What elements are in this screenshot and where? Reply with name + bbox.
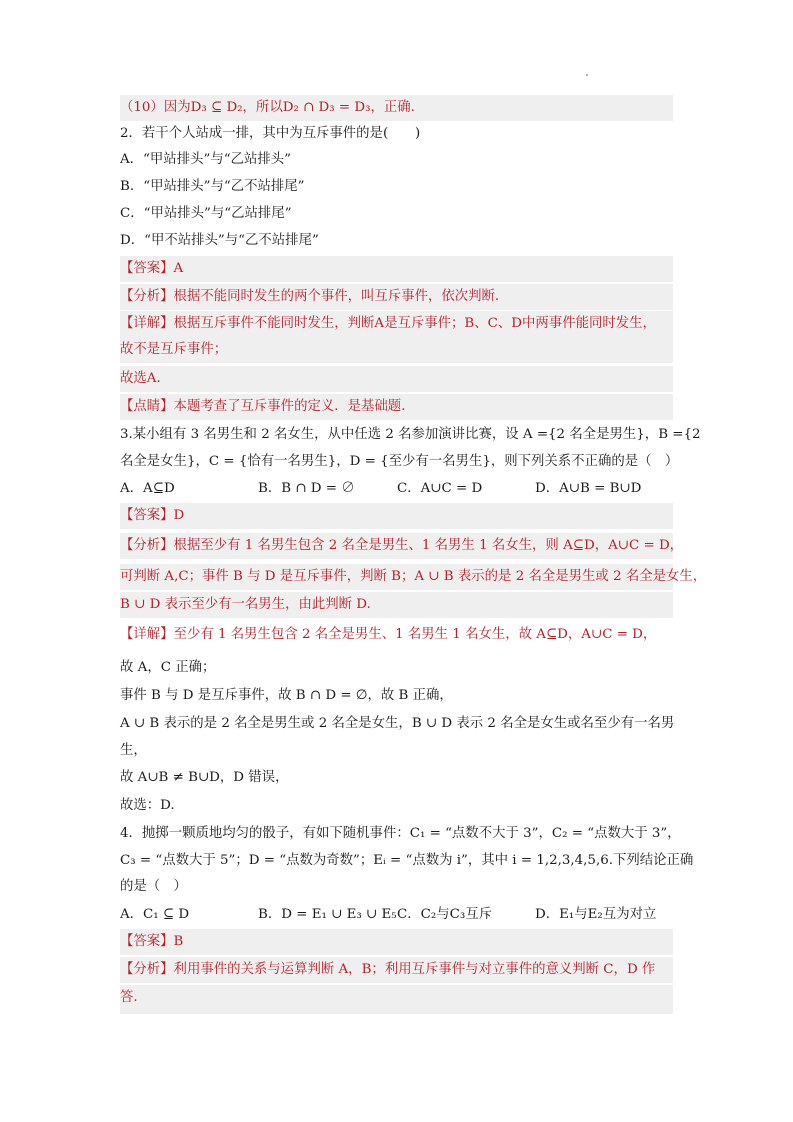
q4-option-a: A．C₁ ⊆ D [120,907,190,922]
q4-stem-line3: 的是（ ） [120,879,187,894]
q3-stem-line1: 3.某小组有 3 名男生和 2 名女生，从中任选 2 名参加演讲比赛，设 A ={2 名全是男生}，B ={2 [120,427,701,442]
q3-analysis-line2: 可判断 A,C；事件 B 与 D 是互斥事件，判断 B；A ∪ B 表示的是 2 名全是男生或 2 名全是女生， [120,564,673,590]
q2-solution-line1: 【详解】根据互斥事件不能同时发生，判断A是互斥事件；B、C、D中两事件能同时发生， [120,311,673,337]
q3-option-d: D．A∪B = B∪D [535,481,642,496]
q3-solution-line6: 故 A∪B ≠ B∪D，D 错误， [120,770,289,785]
q3-solution-line3: 事件 B 与 D 是互斥事件，故 B ∩ D = ∅，故 B 正确， [120,688,453,703]
item10-text: （10）因为D₃ ⊆ D₂，所以D₂ ∩ D₃ = D₃，正确． [120,100,425,115]
q4-stem-line2: C₃ = “点数大于 5”；D = “点数为奇数”；Eᵢ = “点数为 i”，其中 i = 1,2,3,4,5,6.下列结论正确 [120,853,694,868]
q2-comment: 【点睛】本题考查了互斥事件的定义．是基础题． [120,394,673,420]
q4-answer: 【答案】B [120,929,673,955]
q3-stem-line2: 名全是女生}，C = {恰有一名男生}，D = {至少有一名男生}，则下列关系不正确的是（ ） [120,454,679,469]
q3-options [120,476,673,502]
q3-option-b: B．B ∩ D = ∅ [258,481,355,496]
q2-stem: 2．若干个人站成一排，其中为互斥事件的是( ) [120,126,421,141]
q2-solution-line3: 故选A． [120,366,673,392]
q4-stem-line1: 4．抛掷一颗质地均匀的骰子，有如下随机事件：C₁ = “点数不大于 3”，C₂ = “点数大于 3”， [120,826,681,841]
q3-solution-line7: 故选：D. [120,798,175,813]
q3-solution-line1: 【详解】至少有 1 名男生包含 2 名全是男生、1 名男生 1 名女生，故 A⊆D，A∪C = D， [120,627,657,642]
q3-answer: 【答案】D [120,503,673,529]
q3-solution-line2: 故 A，C 正确； [120,660,216,675]
q3-analysis-line3: B ∪ D 表示至少有一名男生，由此判断 D. [120,592,673,618]
q2-option-a: A．“甲站排头”与“乙站排头” [120,152,291,167]
q2-answer: 【答案】A [120,256,673,282]
page-speck [586,74,588,76]
q2-option-c: C．“甲站排头”与“乙站排尾” [120,206,292,221]
q2-option-d: D．“甲不站排头”与“乙不站排尾” [120,233,319,248]
q4-options [120,902,673,928]
q4-option-b: B．D = E₁ ∪ E₃ ∪ E₅ [258,907,397,922]
q3-solution-line4: A ∪ B 表示的是 2 名全是男生或 2 名全是女生，B ∪ D 表示 2 名全是女生或名至少有一名男 [120,716,675,731]
q2-analysis: 【分析】根据不能同时发生的两个事件，叫互斥事件，依次判断． [120,284,673,310]
q1-item10-conclusion [120,95,673,121]
q3-option-a: A．A⊆D [120,481,175,496]
q4-analysis-line2: 答. [120,985,673,1014]
q2-solution-line2: 故不是互斥事件； [120,337,673,363]
q4-option-c: C．C₂与C₃互斥 [397,907,493,922]
q4-analysis-line1: 【分析】利用事件的关系与运算判断 A，B；利用互斥事件与对立事件的意义判断 C，D 作 [120,957,673,983]
q3-option-c: C．A∪C = D [397,481,483,496]
q4-option-d: D．E₁与E₂互为对立 [535,907,657,922]
q3-solution-line5: 生， [120,743,147,758]
q2-option-b: B．“甲站排头”与“乙不站排尾” [120,179,305,194]
q3-analysis-line1: 【分析】根据至少有 1 名男生包含 2 名全是男生、1 名男生 1 名女生，则 A⊆D，A∪C = D， [120,533,673,559]
